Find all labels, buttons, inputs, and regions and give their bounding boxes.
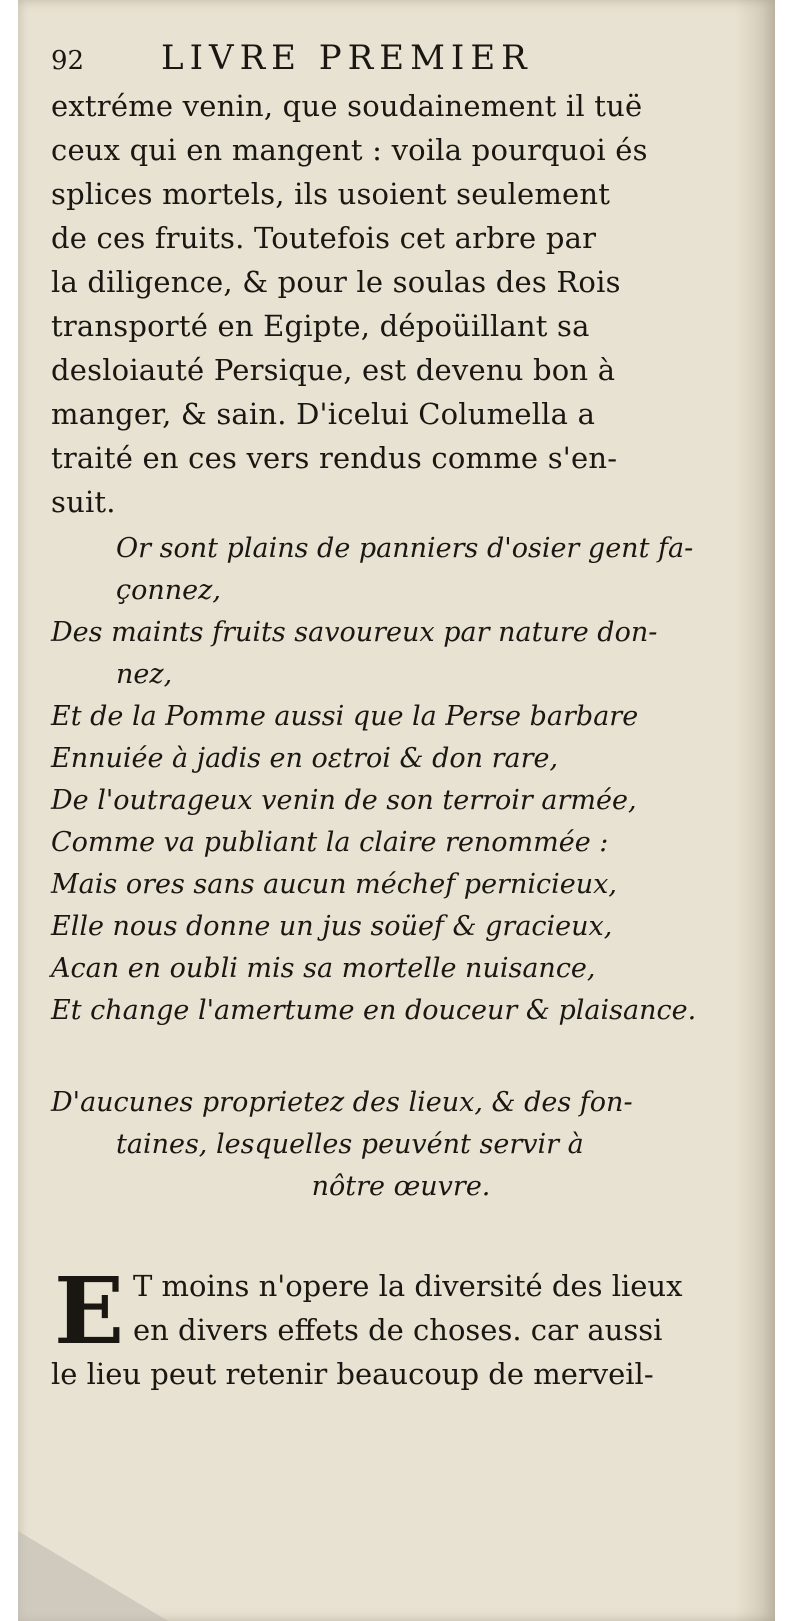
drop-cap: E: [53, 1257, 125, 1365]
book-page: [18, 0, 775, 1621]
section-heading-line: D'aucunes proprietez des lieux, & des fon-: [51, 1087, 633, 1118]
verse-line: Mais ores sans aucun méchef pernicieux,: [51, 869, 617, 900]
prose-line: transporté en Egipte, dépoüillant sa: [51, 309, 590, 343]
page-corner-fold: [18, 1531, 168, 1621]
verse-line: Des maints fruits savoureux par nature don-: [51, 617, 658, 648]
chapter-line: T moins n'opere la diversité des lieux: [133, 1269, 683, 1303]
verse-line: De l'outrageux venin de son terroir armée,: [51, 785, 637, 816]
verse-line: Or sont plains de panniers d'osier gent fa-: [116, 533, 694, 564]
running-header: [51, 38, 751, 82]
page-number: 92: [51, 46, 85, 76]
prose-line: de ces fruits. Toutefois cet arbre par: [51, 221, 597, 255]
verse-line: Et de la Pomme aussi que la Perse barbare: [51, 701, 639, 732]
verse-line: nez,: [116, 659, 173, 690]
prose-line: splices mortels, ils usoient seulement: [51, 177, 611, 211]
section-heading: [51, 1082, 751, 1208]
prose-line: desloiauté Persique, est devenu bon à: [51, 353, 616, 387]
verse-line: Acan en oubli mis sa mortelle nuisance,: [51, 953, 596, 984]
section-heading-line: nôtre œuvre.: [311, 1171, 491, 1202]
chapter-opening: [51, 1257, 751, 1396]
prose-line: la diligence, & pour le soulas des Rois: [51, 265, 621, 299]
prose-line: extréme venin, que soudainement il tuë: [51, 89, 643, 123]
verse-line: Et change l'amertume en douceur & plaisance.: [51, 995, 697, 1026]
verse-line: Ennuiée à jadis en oɛtroi & don rare,: [51, 743, 559, 774]
chapter-line: le lieu peut retenir beaucoup de merveil-: [51, 1357, 654, 1391]
prose-line: ceux qui en mangent : voila pourquoi és: [51, 133, 648, 167]
verse-quotation: [51, 528, 751, 1032]
running-title: LIVRE PREMIER: [161, 38, 533, 78]
verse-line: Elle nous donne un jus soüef & gracieux,: [51, 911, 613, 942]
page-text: [51, 38, 751, 1396]
verse-line: Comme va publiant la claire renommée :: [51, 827, 609, 858]
prose-line: manger, & sain. D'icelui Columella a: [51, 397, 596, 431]
prose-paragraph: [51, 84, 751, 524]
section-heading-line: taines, lesquelles peuvént servir à: [116, 1129, 584, 1160]
prose-line: suit.: [51, 485, 116, 519]
prose-line: traité en ces vers rendus comme s'en-: [51, 441, 618, 475]
chapter-line: en divers effets de choses. car aussi: [133, 1313, 663, 1347]
verse-line: çonnez,: [116, 575, 221, 606]
